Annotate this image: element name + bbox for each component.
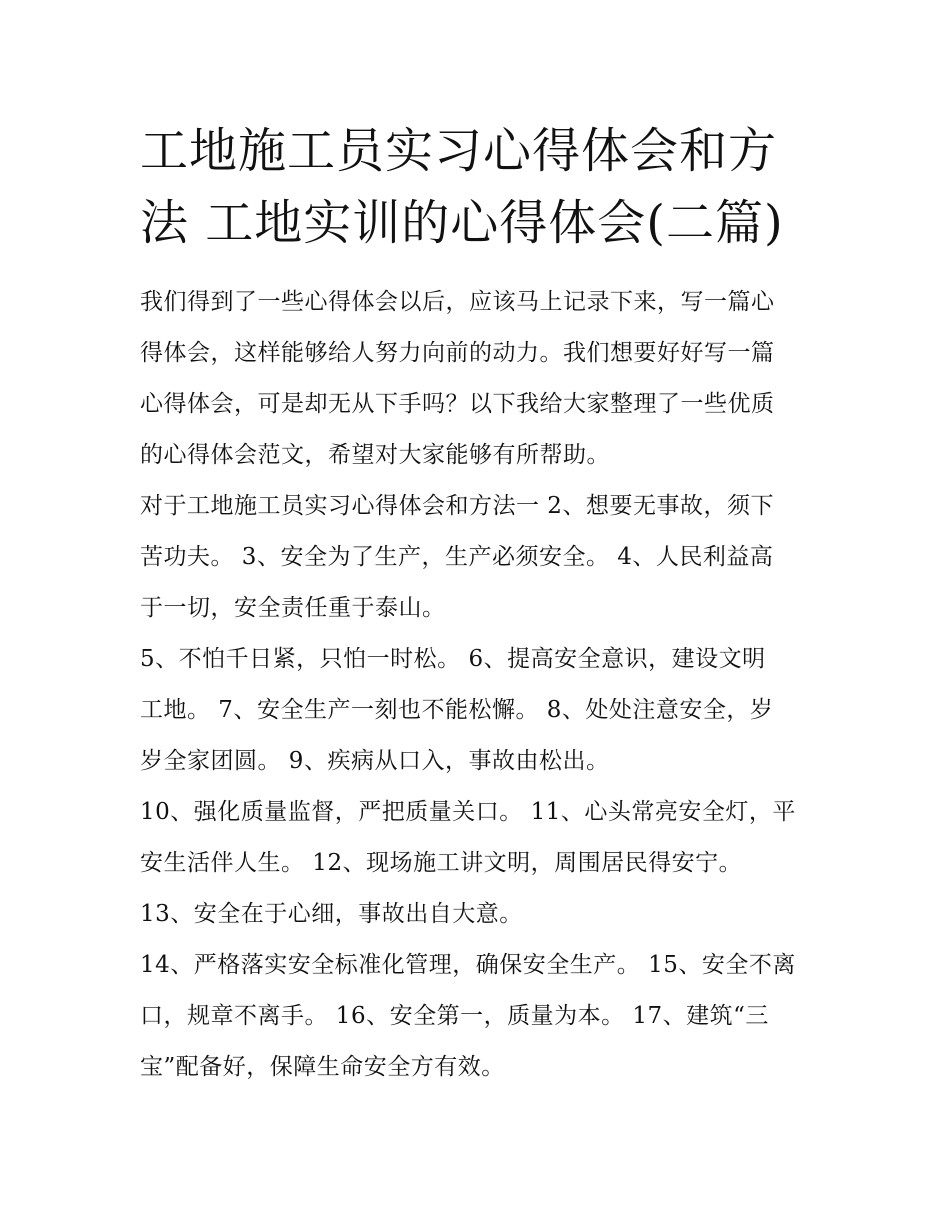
body-line: 工地。 7、安全生产一刻也不能松懈。 8、处处注意安全，岁 bbox=[140, 697, 774, 723]
body-line: 14、严格落实安全标准化管理，确保安全生产。 15、安全不离 bbox=[140, 952, 796, 978]
body-line: 的心得体会范文，希望对大家能够有所帮助。 bbox=[140, 442, 610, 468]
title-line: 工地施工员实习心得体会和方 bbox=[140, 123, 778, 179]
body-line: 对于工地施工员实习心得体会和方法一 2、想要无事故，须下 bbox=[140, 493, 774, 519]
body-line: 心得体会，可是却无从下手吗？以下我给大家整理了一些优质 bbox=[140, 391, 775, 417]
document-title bbox=[140, 115, 820, 259]
body-line: 岁全家团圆。 9、疾病从口入，事故由松出。 bbox=[140, 748, 610, 774]
body-line: 5、不怕千日紧，只怕一时松。 6、提高安全意识，建设文明 bbox=[140, 646, 766, 672]
body-line: 安生活伴人生。 12、现场施工讲文明，周围居民得安宁。 bbox=[140, 850, 743, 876]
title-line: 法 工地实训的心得体会(二篇) bbox=[140, 195, 784, 251]
body-line: 宝”配备好，保障生命安全方有效。 bbox=[140, 1054, 505, 1080]
body-line: 苦功夫。 3、安全为了生产，生产必须安全。 4、人民利益高 bbox=[140, 544, 774, 570]
document-body bbox=[140, 277, 820, 1093]
body-line: 得体会，这样能够给人努力向前的动力。我们想要好好写一篇 bbox=[140, 340, 775, 366]
body-line: 于一切，安全责任重于泰山。 bbox=[140, 595, 446, 621]
body-line: 口，规章不离手。 16、安全第一，质量为本。 17、建筑“三 bbox=[140, 1003, 769, 1029]
body-line: 13、安全在于心细，事故出自大意。 bbox=[140, 901, 523, 927]
body-line: 10、强化质量监督，严把质量关口。 11、心头常亮安全灯，平 bbox=[140, 799, 796, 825]
body-line: 我们得到了一些心得体会以后，应该马上记录下来，写一篇心 bbox=[140, 289, 775, 315]
